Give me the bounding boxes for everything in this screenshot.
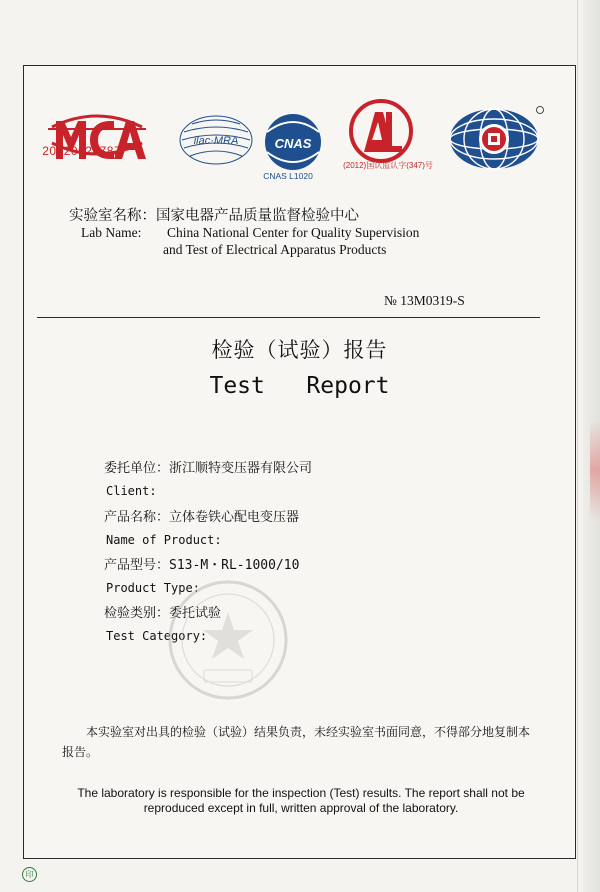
report-title-chinese: 检验（试验）报告 (211, 338, 388, 362)
lab-name-chinese: 实验室名称：国家电器产品质量监督检验中心 (69, 208, 359, 224)
scan-edge-line (577, 0, 578, 892)
side-seal-mark (590, 420, 600, 520)
report-title-english: Test Report (209, 373, 390, 399)
lab-name-line-2: and Test of Electrical Apparatus Products (163, 242, 387, 257)
client-value: 浙江顺特变压器有限公司 (169, 461, 313, 476)
report-number: № 13M0319-S (384, 293, 465, 308)
lab-name-line-1: China National Center for Quality Supervision (167, 225, 420, 240)
product-name-value: 立体卷铁心配电变压器 (169, 510, 300, 525)
client-label-english: Client: (106, 484, 157, 498)
notice-english: The laboratory is responsible for the inspection (Test) results. The report shall not be reproduced except in full, written approval of the laboratory. (77, 786, 525, 815)
svg-text:ilac·MRA: ilac·MRA (193, 135, 239, 147)
product-name-label: 产品名称： (104, 510, 170, 525)
al-caption: (2012)国认监认字(347)号 (343, 161, 433, 170)
inspection-seal-stamp (166, 578, 290, 702)
report-cover-frame (23, 65, 576, 859)
header-divider (37, 317, 540, 318)
globe-certification-logo (444, 104, 544, 174)
test-category-value: 委托试验 (169, 606, 222, 621)
client-field (104, 457, 312, 498)
cnas-code: CNAS L1020 (263, 171, 313, 181)
product-type-value: S13-M・RL-1000/10 (169, 558, 300, 573)
product-type-label-english: Product Type: (106, 581, 200, 595)
product-name-label-english: Name of Product: (106, 533, 222, 547)
svg-text:CNAS: CNAS (274, 136, 312, 151)
test-category-label: 检验类别： (104, 606, 170, 621)
client-label: 委托单位： (104, 461, 170, 476)
cma-number: 2012002878Z (42, 144, 122, 158)
product-type-label: 产品型号： (104, 558, 170, 573)
notice-chinese: 本实验室对出具的检验（试验）结果负责，未经实验室书面同意，不得部分地复制本报告。 (62, 725, 531, 759)
product-name-field (104, 506, 299, 547)
al-logo (342, 98, 420, 168)
lab-name-label: Lab Name: (81, 225, 142, 240)
test-category-label-english: Test Category: (106, 629, 208, 643)
print-mark-icon: 印 (22, 867, 37, 882)
